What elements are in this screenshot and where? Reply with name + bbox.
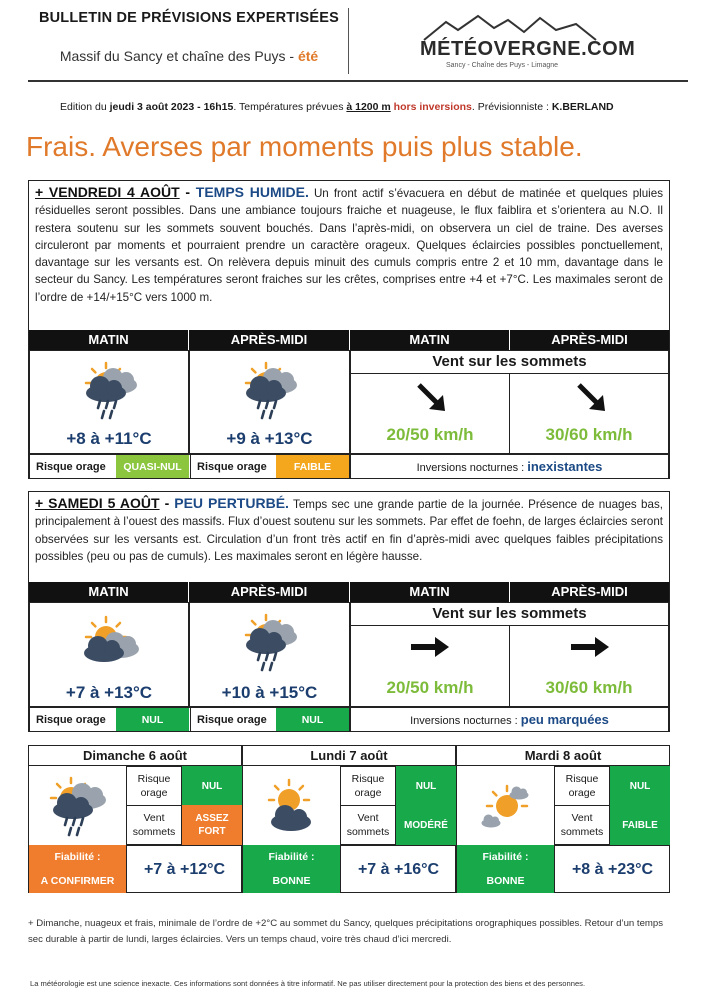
disclaimer: La météorologie est une science inexacte. Ces informations sont données à titre informatif. Ne pas utiliser directement pour la protection des biens et des personnes.	[30, 979, 586, 988]
header-afternoon: APRÈS-MIDI	[189, 582, 349, 602]
day-block-friday	[28, 180, 670, 479]
reliability-badge: Fiabilité : BONNE	[243, 845, 340, 893]
cloud-rain-sun-icon	[230, 357, 310, 421]
risk-label: Risque orage	[340, 766, 396, 806]
risk-badge-morning: QUASI-NUL	[116, 455, 189, 478]
edition-line: Edition du jeudi 3 août 2023 - 16h15. Températures prévues à 1200 m hors inversions. Prévisionniste : K.BERLAND	[60, 101, 614, 113]
risk-badge-morning: NUL	[116, 708, 189, 731]
outlook-monday	[242, 745, 456, 893]
wind-badge: MODÉRÉ	[396, 805, 456, 845]
temp-morning: +8 à +11°C	[66, 429, 152, 448]
wind-afternoon: 30/60 km/h	[545, 425, 633, 444]
outlook-sunday	[28, 745, 242, 893]
reliability-badge: Fiabilité : A CONFIRMER	[29, 845, 126, 893]
bulletin-subtitle: Massif du Sancy et chaîne des Puys - été	[59, 48, 319, 64]
wind-title: Vent sur les sommets	[432, 353, 587, 370]
risk-badge: NUL	[610, 766, 670, 806]
outlook-day-title: Mardi 8 août	[457, 746, 669, 766]
risk-row	[29, 707, 350, 732]
risk-label: Risque orage	[36, 461, 106, 473]
cloud-rain-sun-icon	[230, 609, 310, 673]
outlook-day-title: Dimanche 6 août	[29, 746, 241, 766]
footnote: + Dimanche, nuageux et frais, minimale de l’ordre de +2°C au sommet du Sancy, quelques précipitations orographiques possibles. Retour d’un temps sec durable à partir de lundi, larges éclaircies. Vers un temps chaud, voire très chaud d’ici mercredi.	[28, 918, 664, 945]
wind-cell	[350, 602, 669, 707]
header-wind-morning: MATIN	[350, 582, 509, 602]
inversions-row	[350, 454, 669, 479]
risk-label: Risque orage	[36, 714, 106, 726]
outlook-day-title: Lundi 7 août	[243, 746, 455, 766]
temp-afternoon: +9 à +13°C	[226, 429, 313, 448]
inversions-text: Inversions nocturnes : peu marquées	[410, 712, 609, 727]
day-description: + VENDREDI 4 AOÛT - TEMPS HUMIDE. Un front actif s’évacuera en début de matinée et quelques pluies résiduelles seront possibles. Dans une ambiance toujours fraiche et nuageuse, le flux faiblira et s’orientera au N.O. Il restera soutenu sur les sommets souvent bouchés. Dans l’après-midi, on observera un ciel de traine. Des averses circuleront par moments et pourraient prendre un caractère orageux. Quelques éclaircies possibles ponctuellement, davantage sur les versants est. On relèvera depuis minuit des cumuls compris entre 2 et 10 mm, davantage dans le secteur du Sancy. Les températures seront fraiches sur les crêtes, comprises entre +4 et +7°C. Les maximales seront de l’ordre de +14/+15°C vers 1000 m.	[35, 184, 663, 304]
wind-title: Vent sur les sommets	[432, 605, 587, 622]
outlook-temp: +8 à +23°C	[554, 845, 670, 893]
forecast-grid	[29, 330, 669, 479]
arrow-down-right-icon	[573, 379, 613, 419]
risk-badge-afternoon: NUL	[276, 708, 349, 731]
wind-label: Vent sommets	[554, 805, 610, 845]
risk-label: Risque orage	[126, 766, 182, 806]
header-wind-afternoon: APRÈS-MIDI	[510, 582, 669, 602]
cloud-rain-sun-icon	[70, 357, 150, 421]
header-divider	[348, 8, 349, 74]
risk-label: Risque orage	[190, 708, 276, 732]
wind-afternoon: 30/60 km/h	[545, 678, 633, 697]
risk-label: Risque orage	[190, 455, 276, 479]
wind-morning: 20/50 km/h	[386, 425, 474, 444]
arrow-right-icon	[409, 635, 453, 659]
header-wind-morning: MATIN	[350, 330, 509, 350]
temp-afternoon: +10 à +15°C	[221, 683, 318, 702]
outlook-temp: +7 à +16°C	[340, 845, 456, 893]
arrow-right-icon	[569, 635, 613, 659]
header-afternoon: APRÈS-MIDI	[189, 330, 349, 350]
header-wind-afternoon: APRÈS-MIDI	[510, 330, 669, 350]
cloud-rain-sun-icon	[33, 768, 123, 844]
afternoon-cell	[189, 602, 350, 707]
forecast-grid	[29, 582, 669, 732]
header-morning: MATIN	[29, 330, 188, 350]
logo[interactable]	[416, 12, 636, 76]
risk-badge: NUL	[396, 766, 456, 806]
risk-label: Risque orage	[554, 766, 610, 806]
morning-cell	[29, 602, 189, 707]
logo-tagline: Sancy - Chaîne des Puys - Limagne	[446, 62, 559, 69]
wind-label: Vent sommets	[126, 805, 182, 845]
reliability-badge: Fiabilité : BONNE	[457, 845, 554, 893]
risk-badge: NUL	[182, 766, 242, 806]
sun-cloud-icon	[247, 768, 337, 844]
outlook-tuesday	[456, 745, 670, 893]
risk-badge-afternoon: FAIBLE	[276, 455, 349, 478]
day-block-saturday	[28, 491, 670, 732]
afternoon-cell	[189, 350, 350, 454]
logo-text: MÉTÉOVERGNE.COM	[420, 38, 636, 60]
wind-badge: ASSEZ FORT	[182, 805, 242, 845]
outlook-temp: +7 à +12°C	[126, 845, 242, 893]
sun-small-cloud-icon	[461, 768, 551, 844]
arrow-down-right-icon	[413, 379, 453, 419]
day-description: + SAMEDI 5 AOÛT - PEU PERTURBÉ. Temps sec une grande partie de la journée. Présence de nuages bas, principalement à l’ouest des massifs. Flux d’ouest soutenu sur les sommets. Par effet de foehn, de larges éclaircies seront observées sur les versants est. Circulation d’un front très actif en fin d’après-midi avec quelques faibles précipitations possibles (peu ou pas de cumuls). Les maximales seront en légère hausse.	[35, 495, 663, 563]
inversions-row	[350, 707, 669, 732]
inversions-text: Inversions nocturnes : inexistantes	[416, 459, 603, 474]
header-morning: MATIN	[29, 582, 188, 602]
wind-cell	[350, 350, 669, 454]
wind-label: Vent sommets	[340, 805, 396, 845]
temp-morning: +7 à +13°C	[65, 683, 153, 702]
bulletin-title: BULLETIN DE PRÉVISIONS EXPERTISÉES	[38, 10, 340, 26]
wind-morning: 20/50 km/h	[386, 678, 474, 697]
risk-row	[29, 454, 350, 479]
headline: Frais. Averses par moments puis plus stable.	[26, 131, 583, 162]
cloud-sun-icon	[70, 611, 150, 675]
header-rule	[28, 80, 688, 82]
morning-cell	[29, 350, 189, 454]
wind-badge: FAIBLE	[610, 805, 670, 845]
